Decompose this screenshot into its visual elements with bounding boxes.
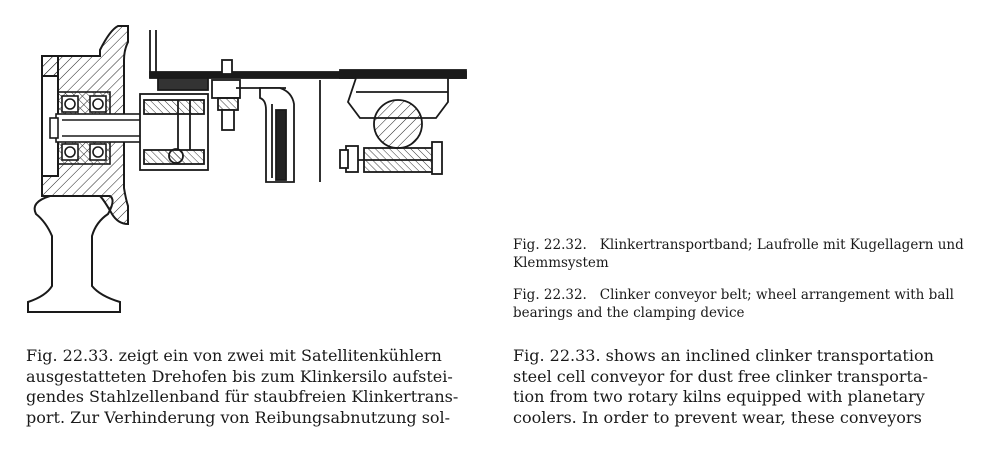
text-line: coolers. In order to prevent wear, these conveyors	[513, 407, 922, 427]
text-line: steel cell conveyor for dust free clinker transporta-	[513, 366, 928, 386]
caption-text: Clinker conveyor belt; wheel arrangement with ball bearings and the clamping device	[513, 287, 954, 321]
caption-text: Klinkertransportband; Laufrolle mit Kugellagern und Klemmsystem	[513, 237, 964, 271]
hub-housing	[140, 94, 208, 170]
text-line: Fig. 22.33. zeigt ein von zwei mit Satellitenkühlern	[26, 346, 442, 365]
text-line: gendes Stahlzellenband für staubfreien Klinkertrans-	[26, 387, 459, 406]
text-line: ausgestatteten Drehofen bis zum Klinkersilo aufstei-	[26, 366, 453, 386]
figure-caption-german	[513, 236, 968, 272]
clamping-device	[340, 70, 466, 174]
caption-label: Fig. 22.32.	[513, 287, 587, 303]
text-line: tion from two rotary kilns equipped with planetary	[513, 387, 925, 406]
rail-profile	[28, 196, 120, 312]
body-text-english	[513, 346, 963, 428]
caption-label: Fig. 22.32.	[513, 237, 587, 253]
text-line: port. Zur Verhinderung von Reibungsabnutzung sol-	[26, 407, 451, 427]
axle	[50, 114, 146, 142]
body-text-german	[26, 346, 476, 428]
figure-caption-english	[513, 286, 968, 322]
text-line: Fig. 22.33. shows an inclined clinker transportation	[513, 346, 934, 365]
